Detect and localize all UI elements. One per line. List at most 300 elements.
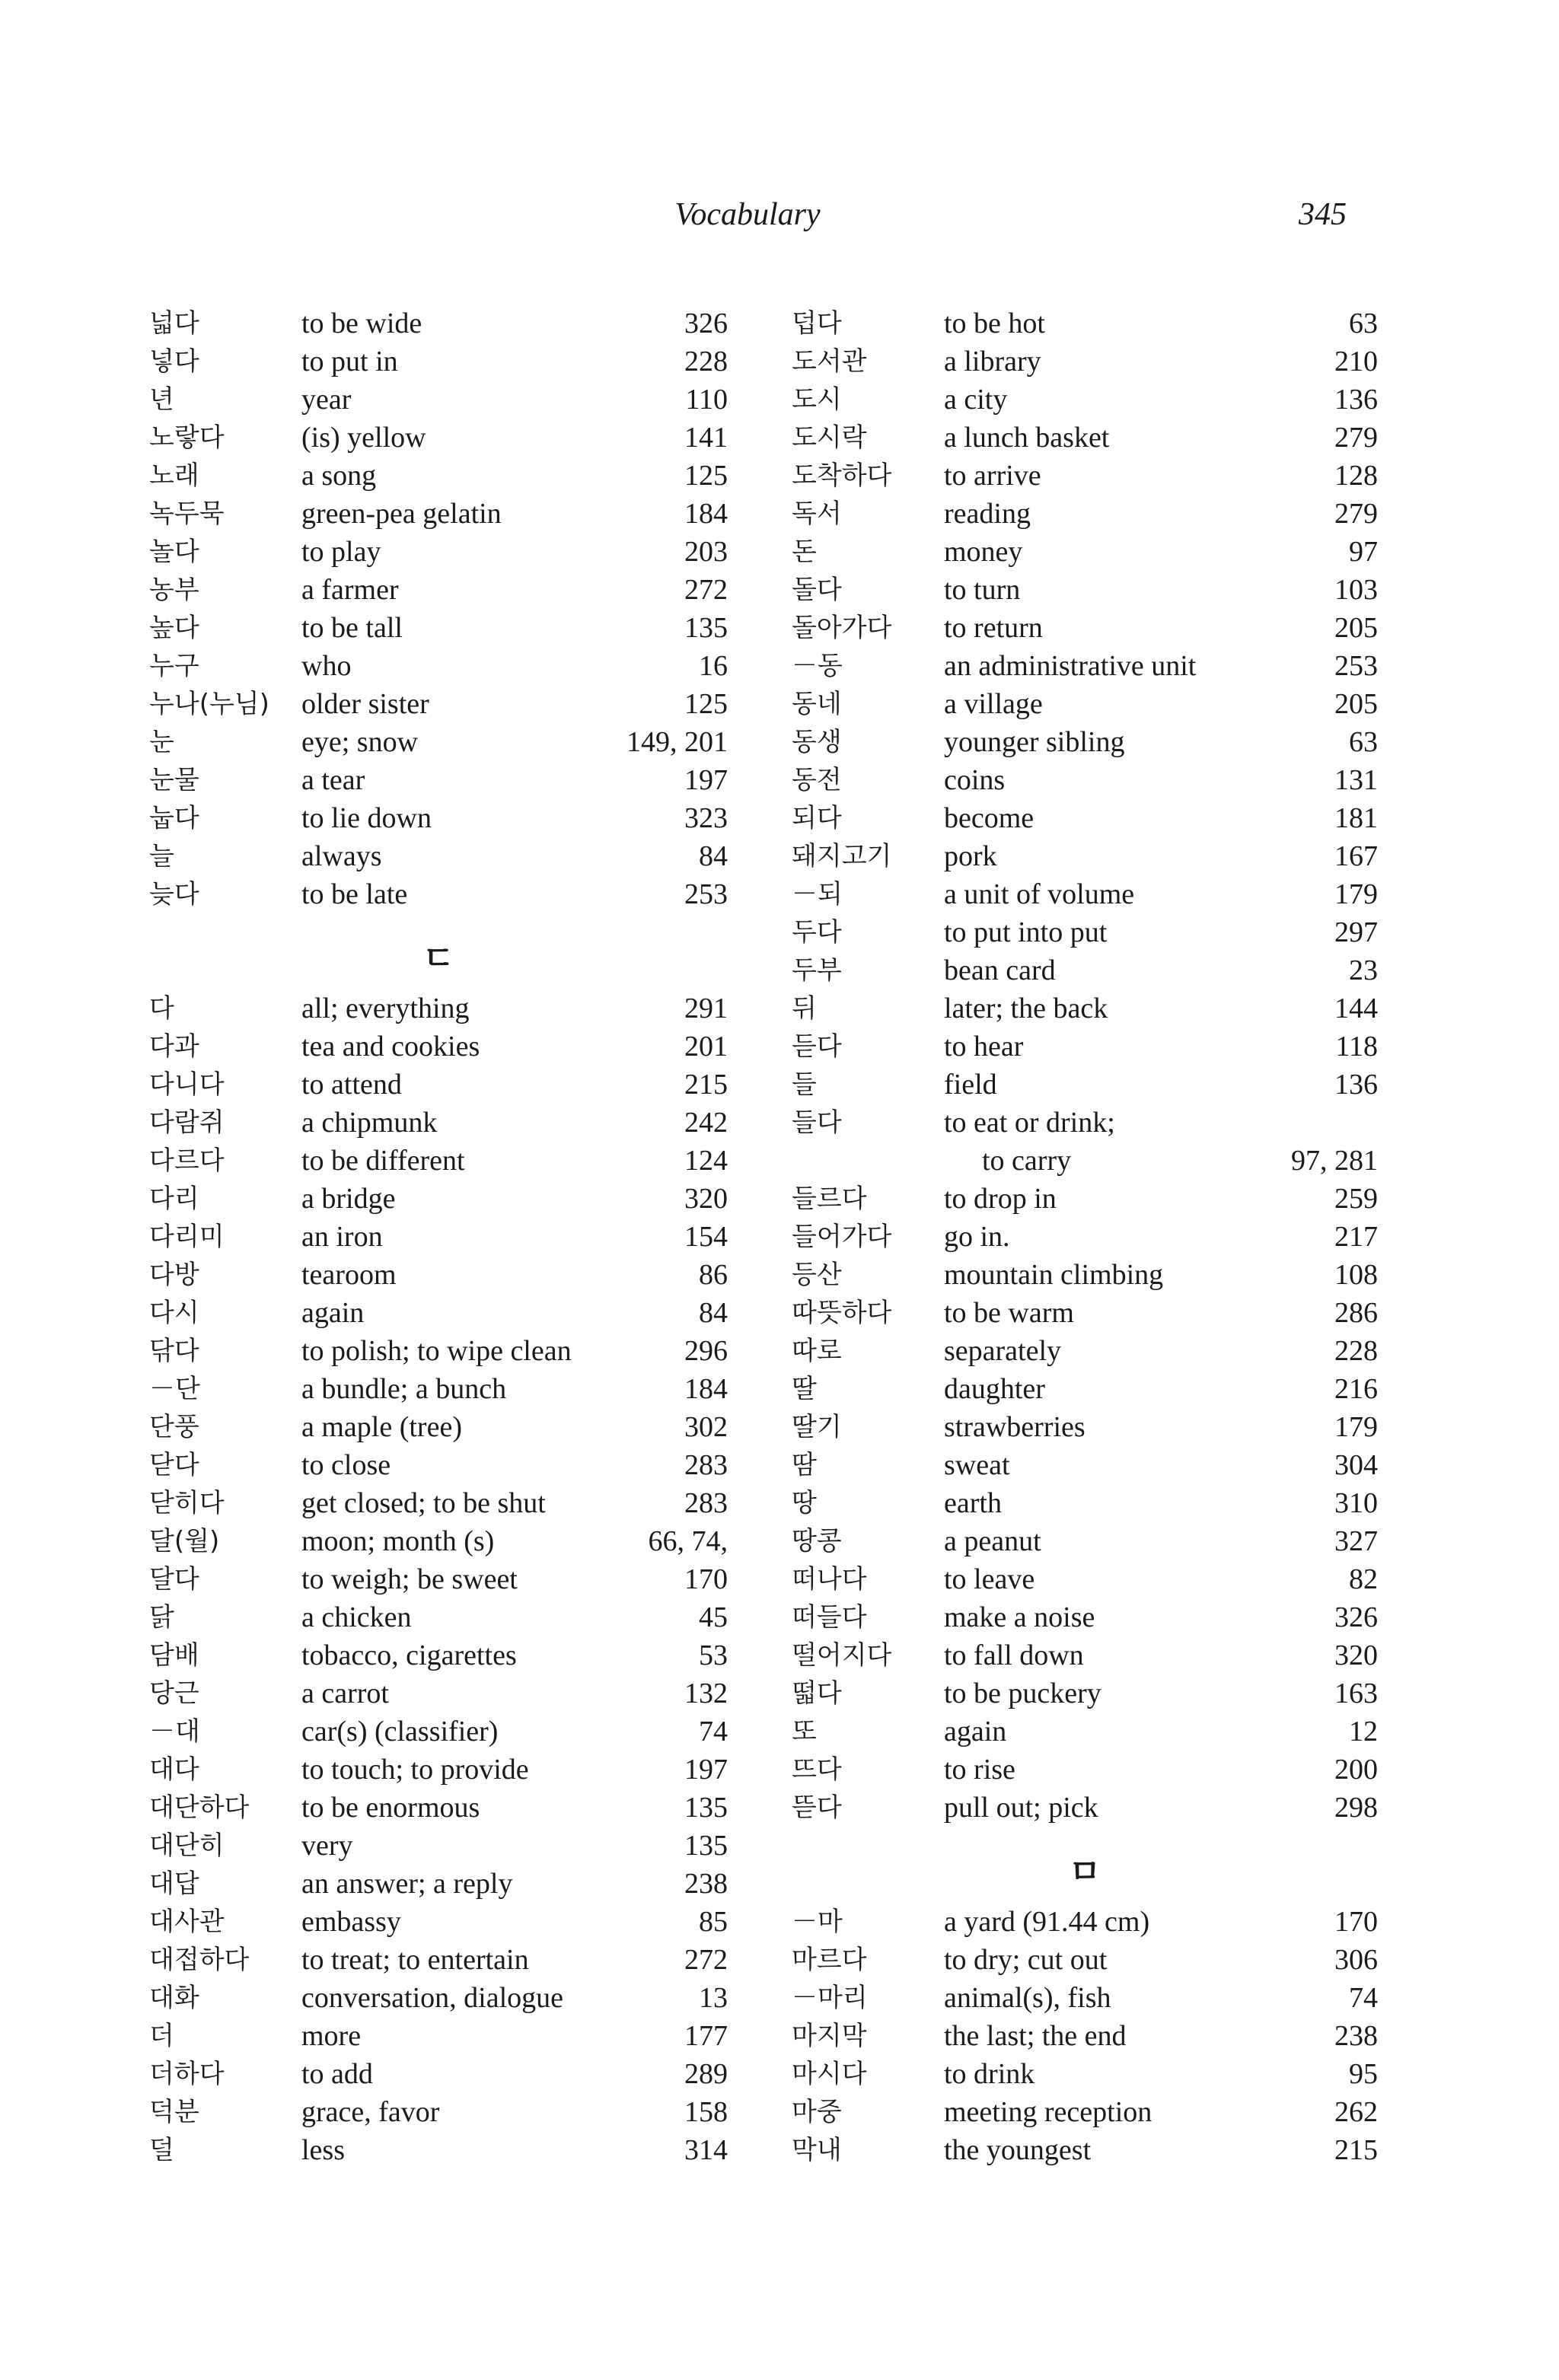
korean-word: 동전 [792, 765, 842, 795]
right-entries-group-1 [792, 304, 1378, 1827]
korean-word: 다 [149, 993, 174, 1024]
english-gloss: to polish; to wipe clean [301, 1335, 572, 1367]
korean-word: 달다 [149, 1564, 199, 1595]
korean-word: 마지막 [792, 2021, 867, 2051]
vocab-entry [149, 304, 728, 343]
english-gloss: a lunch basket [944, 422, 1110, 454]
page-reference: 272 [684, 574, 728, 606]
korean-word: 누구 [149, 651, 199, 681]
vocab-entry [792, 1713, 1378, 1751]
page-reference: 84 [699, 840, 728, 872]
page-reference: 85 [699, 1906, 728, 1938]
vocab-entry [792, 1522, 1378, 1560]
english-gloss: eye; snow [301, 726, 419, 758]
english-gloss: to touch; to provide [301, 1754, 529, 1786]
vocab-entry [149, 1256, 728, 1294]
english-gloss: get closed; to be shut [301, 1487, 546, 1519]
korean-word: 농부 [149, 575, 199, 605]
korean-word: 다리 [149, 1184, 199, 1214]
korean-word: 덥다 [792, 308, 842, 339]
korean-word: 녹두묵 [149, 499, 225, 529]
page-reference: 135 [684, 1792, 728, 1824]
english-gloss: pork [944, 840, 997, 872]
english-gloss: bean card [944, 954, 1056, 986]
english-gloss: a tear [301, 764, 365, 796]
vocab-entry [149, 1446, 728, 1484]
vocab-entry [149, 1903, 728, 1941]
vocab-entry [149, 343, 728, 381]
korean-word: 되다 [792, 803, 842, 833]
page-reference: 314 [684, 2134, 728, 2166]
page-reference: 177 [684, 2020, 728, 2052]
page-reference: 82 [1349, 1563, 1378, 1595]
page-reference: 154 [684, 1221, 728, 1253]
korean-word: 닭 [149, 1602, 174, 1633]
english-gloss: money [944, 536, 1023, 568]
vocab-entry [149, 1636, 728, 1674]
vocab-entry [149, 495, 728, 533]
english-gloss: to return [944, 612, 1043, 644]
vocab-entry [149, 1370, 728, 1408]
english-gloss: to put in [301, 346, 398, 378]
vocab-entry [149, 1979, 728, 2017]
page-reference: 210 [1334, 346, 1378, 378]
english-gloss: a library [944, 346, 1041, 378]
page-reference: 23 [1349, 954, 1378, 986]
english-gloss: to be tall [301, 612, 403, 644]
vocab-entry [149, 1751, 728, 1789]
page-reference: 184 [684, 498, 728, 530]
vocab-entry [149, 2055, 728, 2093]
korean-word: 대다 [149, 1754, 199, 1785]
page-reference: 238 [684, 1868, 728, 1900]
korean-word: 두부 [792, 955, 842, 986]
english-gloss: tea and cookies [301, 1031, 480, 1063]
page-reference: 149, 201 [626, 726, 728, 758]
page-reference: 63 [1349, 307, 1378, 339]
vocab-entry [149, 1941, 728, 1979]
vocab-entry [149, 1789, 728, 1827]
korean-word: 땀 [792, 1450, 817, 1480]
page-reference: 184 [684, 1373, 728, 1405]
page-reference: 297 [1334, 916, 1378, 948]
vocab-entry [149, 1218, 728, 1256]
english-gloss: a song [301, 460, 377, 492]
page-reference: 170 [684, 1563, 728, 1595]
right-column [792, 304, 1378, 2169]
english-gloss: again [944, 1716, 1007, 1748]
vocab-entry [149, 1674, 728, 1713]
vocab-entry [792, 1294, 1378, 1332]
korean-word: 떠들다 [792, 1602, 867, 1633]
english-gloss: to drink [944, 2058, 1035, 2090]
english-gloss: to close [301, 1449, 391, 1481]
page-reference: 228 [1334, 1335, 1378, 1367]
korean-word: 늦다 [149, 879, 199, 910]
page-reference: 296 [684, 1335, 728, 1367]
korean-word: 들다 [792, 1107, 842, 1138]
vocab-entry [792, 1370, 1378, 1408]
english-gloss: a peanut [944, 1525, 1041, 1557]
page-reference: 306 [1334, 1944, 1378, 1976]
english-gloss: to be different [301, 1145, 465, 1177]
page-reference: 215 [1334, 2134, 1378, 2166]
korean-word: 뜯다 [792, 1792, 842, 1823]
vocab-entry [792, 419, 1378, 457]
korean-word: 도시락 [792, 422, 867, 453]
vocab-entry [149, 2017, 728, 2055]
vocab-entry [149, 875, 728, 913]
vocab-entry [149, 1827, 728, 1865]
english-gloss: a unit of volume [944, 878, 1135, 910]
page-reference: 136 [1334, 384, 1378, 416]
korean-word: 덕분 [149, 2097, 199, 2127]
page-reference: 228 [684, 346, 728, 378]
english-gloss: moon; month (s) [301, 1525, 495, 1557]
english-gloss: the youngest [944, 2134, 1092, 2166]
english-gloss: to carry [982, 1145, 1072, 1177]
vocab-entry [792, 1674, 1378, 1713]
korean-word: 더 [149, 2021, 174, 2051]
english-gloss: to attend [301, 1069, 402, 1101]
korean-word: 다방 [149, 1260, 199, 1290]
korean-word: 듣다 [792, 1031, 842, 1062]
page-reference: 110 [685, 384, 728, 416]
english-gloss: always [301, 840, 382, 872]
korean-word: 돌아가다 [792, 613, 892, 643]
english-gloss: a bundle; a bunch [301, 1373, 507, 1405]
page-reference: 203 [684, 536, 728, 568]
korean-word: 년 [149, 384, 174, 415]
vocab-entry [792, 381, 1378, 419]
korean-word: 딸기 [792, 1412, 842, 1442]
vocab-entry [792, 837, 1378, 875]
english-gloss: earth [944, 1487, 1002, 1519]
vocab-entry [149, 1560, 728, 1598]
korean-word: 덜 [149, 2135, 174, 2165]
page-reference: 86 [699, 1259, 728, 1291]
page-reference: 286 [1334, 1297, 1378, 1329]
left-entries-group-1 [149, 304, 728, 913]
english-gloss: a city [944, 384, 1008, 416]
english-gloss: pull out; pick [944, 1792, 1098, 1824]
page-reference: 320 [1334, 1639, 1378, 1671]
korean-word: 누나(누님) [149, 689, 269, 719]
korean-word: 닦다 [149, 1336, 199, 1366]
vocab-entry [149, 1484, 728, 1522]
english-gloss: go in. [944, 1221, 1010, 1253]
english-gloss: a chipmunk [301, 1107, 438, 1139]
english-gloss: to leave [944, 1563, 1035, 1595]
page-reference: 118 [1335, 1031, 1378, 1063]
korean-word: 또 [792, 1716, 817, 1747]
vocab-entry [149, 1598, 728, 1636]
vocab-entry [149, 571, 728, 609]
english-gloss: to put into put [944, 916, 1108, 948]
korean-word: 다과 [149, 1031, 199, 1062]
vocab-entry [792, 723, 1378, 761]
page-reference: 124 [684, 1145, 728, 1177]
english-gloss: tearoom [301, 1259, 397, 1291]
page-reference: 63 [1349, 726, 1378, 758]
vocab-entry [792, 1142, 1378, 1180]
page-reference: 144 [1334, 992, 1378, 1024]
english-gloss: to fall down [944, 1639, 1084, 1671]
vocab-entry [792, 647, 1378, 685]
english-gloss: mountain climbing [944, 1259, 1164, 1291]
english-gloss: very [301, 1830, 353, 1862]
page-reference: 253 [1334, 650, 1378, 682]
page-reference: 238 [1334, 2020, 1378, 2052]
vocab-entry [792, 1941, 1378, 1979]
vocab-entry [792, 2131, 1378, 2169]
english-gloss: an administrative unit [944, 650, 1197, 682]
korean-word: 늘 [149, 841, 174, 871]
korean-word: 마시다 [792, 2059, 867, 2089]
english-gloss: to be wide [301, 307, 422, 339]
vocab-entry [792, 1560, 1378, 1598]
section-heading: ㅁ [1068, 1853, 1102, 1891]
page-reference: 181 [1334, 802, 1378, 834]
page-reference: 135 [684, 1830, 728, 1862]
english-gloss: to drop in [944, 1183, 1057, 1215]
vocab-entry [149, 1028, 728, 1066]
page-reference: 45 [699, 1601, 728, 1633]
english-gloss: to be enormous [301, 1792, 480, 1824]
vocab-entry [149, 1294, 728, 1332]
page-reference: 16 [699, 650, 728, 682]
vocab-entry [792, 1446, 1378, 1484]
vocab-entry [792, 1180, 1378, 1218]
vocab-entry [792, 304, 1378, 343]
vocab-entry [149, 419, 728, 457]
korean-word: 달(월) [149, 1526, 220, 1556]
vocab-entry [149, 1180, 728, 1218]
page-reference: 259 [1334, 1183, 1378, 1215]
vocab-entry [792, 571, 1378, 609]
korean-word: 다르다 [149, 1145, 225, 1176]
page-reference: 201 [684, 1031, 728, 1063]
page-reference: 84 [699, 1297, 728, 1329]
page-reference: 95 [1349, 2058, 1378, 2090]
page-reference: 298 [1334, 1792, 1378, 1824]
korean-word: 다니다 [149, 1069, 225, 1100]
page-reference: 103 [1334, 574, 1378, 606]
english-gloss: more [301, 2020, 362, 2052]
page-reference: 326 [1334, 1601, 1378, 1633]
vocab-entry [792, 951, 1378, 989]
vocab-entry [149, 609, 728, 647]
english-gloss: to be hot [944, 307, 1045, 339]
vocab-entry [792, 685, 1378, 723]
korean-word: 떠나다 [792, 1564, 867, 1595]
english-gloss: daughter [944, 1373, 1045, 1405]
korean-word: 넓다 [149, 308, 199, 339]
english-gloss: again [301, 1297, 365, 1329]
english-gloss: green-pea gelatin [301, 498, 502, 530]
english-gloss: meeting reception [944, 2096, 1153, 2128]
page-reference: 327 [1334, 1525, 1378, 1557]
english-gloss: a yard (91.44 cm) [944, 1906, 1150, 1938]
korean-word: 땅콩 [792, 1526, 842, 1556]
page-reference: 167 [1334, 840, 1378, 872]
vocab-entry [149, 761, 728, 799]
page-reference: 304 [1334, 1449, 1378, 1481]
page-reference: 323 [684, 802, 728, 834]
korean-word: 들 [792, 1069, 817, 1100]
korean-word: 동생 [792, 727, 842, 757]
page-reference: 108 [1334, 1259, 1378, 1291]
page-reference: 310 [1334, 1487, 1378, 1519]
vocab-entry [792, 913, 1378, 951]
page-reference: 291 [684, 992, 728, 1024]
page-reference: 135 [684, 612, 728, 644]
vocab-entry [149, 1332, 728, 1370]
english-gloss: a maple (tree) [301, 1411, 462, 1443]
section-spacer [149, 913, 728, 929]
korean-word: 도시 [792, 384, 842, 415]
english-gloss: (is) yellow [301, 422, 426, 454]
english-gloss: embassy [301, 1906, 401, 1938]
english-gloss: to dry; cut out [944, 1944, 1108, 1976]
vocab-entry [149, 2131, 728, 2169]
korean-word: 놀다 [149, 537, 199, 567]
page-reference: 158 [684, 2096, 728, 2128]
vocab-entry [792, 2017, 1378, 2055]
english-gloss: to eat or drink; [944, 1107, 1115, 1139]
korean-word: 다시 [149, 1298, 199, 1328]
korean-word: 동네 [792, 689, 842, 719]
vocab-entry [792, 799, 1378, 837]
vocab-entry [149, 533, 728, 571]
vocab-entry [149, 1142, 728, 1180]
left-entries-group-2 [149, 989, 728, 2169]
korean-word: 더하다 [149, 2059, 225, 2089]
page-reference: 179 [1334, 1411, 1378, 1443]
vocab-entry [149, 381, 728, 419]
korean-word: －되 [792, 879, 843, 910]
korean-word: 땅 [792, 1488, 817, 1518]
english-gloss: younger sibling [944, 726, 1125, 758]
vocab-entry [149, 989, 728, 1028]
vocab-entry [792, 1028, 1378, 1066]
page-reference: 179 [1334, 878, 1378, 910]
vocab-entry [792, 1789, 1378, 1827]
korean-word: 높다 [149, 613, 199, 643]
korean-word: 딸 [792, 1374, 817, 1404]
english-gloss: an answer; a reply [301, 1868, 513, 1900]
english-gloss: to be late [301, 878, 408, 910]
vocab-entry [792, 1256, 1378, 1294]
page-reference: 97, 281 [1291, 1145, 1378, 1177]
english-gloss: separately [944, 1335, 1062, 1367]
page-reference: 53 [699, 1639, 728, 1671]
vocab-entry [792, 1979, 1378, 2017]
vocab-entry [149, 647, 728, 685]
vocab-entry [792, 457, 1378, 495]
korean-word: －마리 [792, 1983, 868, 2013]
vocab-entry [792, 1903, 1378, 1941]
section-heading: ㄷ [422, 939, 455, 978]
korean-word: 두다 [792, 917, 842, 948]
english-gloss: a farmer [301, 574, 399, 606]
page-reference: 125 [684, 460, 728, 492]
page-reference: 242 [684, 1107, 728, 1139]
english-gloss: a chicken [301, 1601, 412, 1633]
english-gloss: to lie down [301, 802, 432, 834]
page-reference: 132 [684, 1677, 728, 1709]
english-gloss: to treat; to entertain [301, 1944, 529, 1976]
page-reference: 125 [684, 688, 728, 720]
korean-word: 마중 [792, 2097, 842, 2127]
korean-word: 눈 [149, 727, 174, 757]
page-reference: 74 [699, 1716, 728, 1748]
korean-word: －단 [149, 1374, 200, 1404]
vocab-entry [149, 1104, 728, 1142]
korean-word: 눕다 [149, 803, 199, 833]
english-gloss: field [944, 1069, 997, 1101]
korean-word: 독서 [792, 499, 842, 529]
korean-word: 등산 [792, 1260, 842, 1290]
vocab-entry [149, 2093, 728, 2131]
vocab-entry [792, 495, 1378, 533]
vocab-entry [149, 1713, 728, 1751]
page-reference: 170 [1334, 1906, 1378, 1938]
english-gloss: strawberries [944, 1411, 1086, 1443]
english-gloss: to be warm [944, 1297, 1074, 1329]
vocab-entry [792, 2055, 1378, 2093]
vocab-entry [792, 1332, 1378, 1370]
page-reference: 217 [1334, 1221, 1378, 1253]
page-reference: 163 [1334, 1677, 1378, 1709]
korean-word: 넣다 [149, 346, 199, 377]
korean-word: 따로 [792, 1336, 842, 1366]
korean-word: 도착하다 [792, 460, 892, 491]
page-reference: 326 [684, 307, 728, 339]
english-gloss: a village [944, 688, 1043, 720]
english-gloss: tobacco, cigarettes [301, 1639, 517, 1671]
korean-word: 대접하다 [149, 1945, 250, 1975]
vocab-entry [792, 1598, 1378, 1636]
english-gloss: to be puckery [944, 1677, 1102, 1709]
english-gloss: animal(s), fish [944, 1982, 1111, 2014]
english-gloss: to weigh; be sweet [301, 1563, 518, 1595]
korean-word: 당근 [149, 1678, 199, 1709]
english-gloss: a bridge [301, 1183, 396, 1215]
page-reference: 279 [1334, 422, 1378, 454]
page-reference: 283 [684, 1449, 728, 1481]
english-gloss: a carrot [301, 1677, 389, 1709]
vocab-entry [149, 1066, 728, 1104]
english-gloss: year [301, 384, 352, 416]
page-reference: 141 [684, 422, 728, 454]
vocab-entry [149, 1408, 728, 1446]
korean-word: 돈 [792, 537, 817, 567]
english-gloss: later; the back [944, 992, 1108, 1024]
korean-word: 뒤 [792, 993, 817, 1024]
english-gloss: to rise [944, 1754, 1015, 1786]
page-reference: 74 [1349, 1982, 1378, 2014]
korean-word: 눈물 [149, 765, 199, 795]
page-reference: 216 [1334, 1373, 1378, 1405]
korean-word: －마 [792, 1907, 843, 1937]
korean-word: 다람쥐 [149, 1107, 225, 1138]
page-reference: 262 [1334, 2096, 1378, 2128]
page-reference: 136 [1334, 1069, 1378, 1101]
korean-word: 노랗다 [149, 422, 225, 453]
vocab-entry [149, 799, 728, 837]
vocab-entry [149, 1522, 728, 1560]
